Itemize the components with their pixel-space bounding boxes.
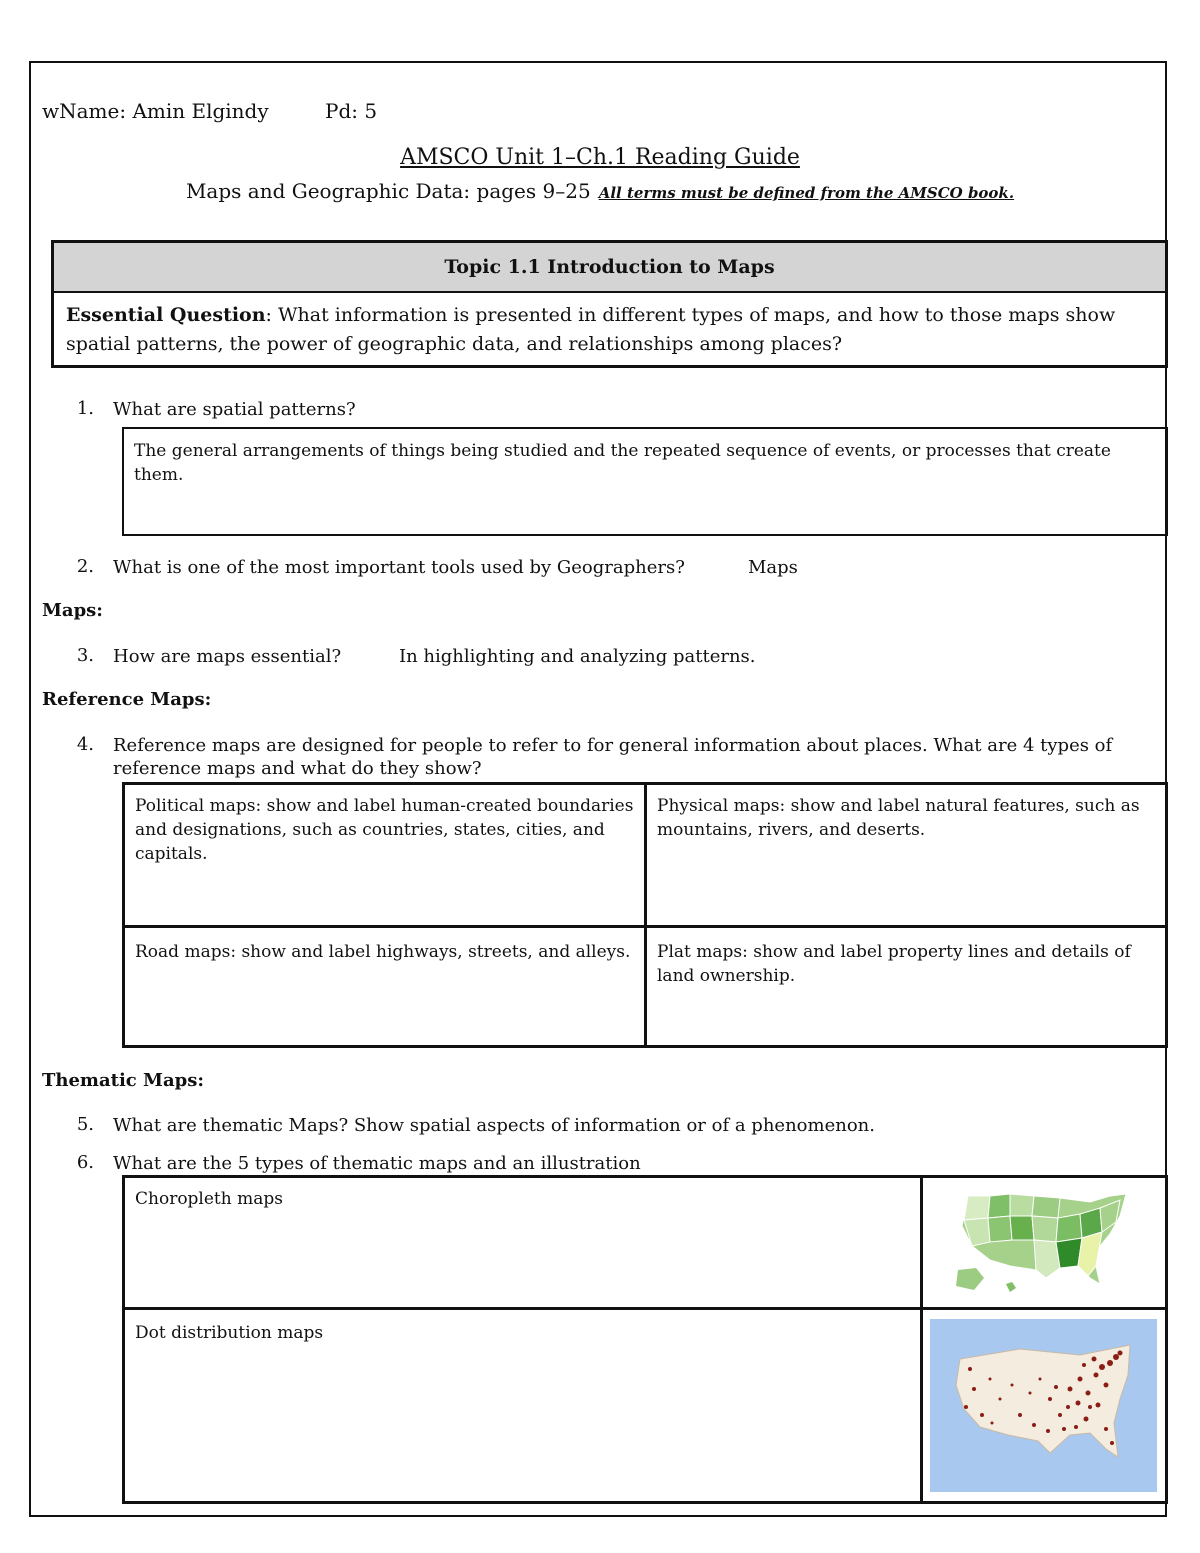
- q1-number: 1.: [76, 398, 94, 419]
- q3-number: 3.: [76, 645, 94, 666]
- ref-cell-road[interactable]: Road maps: show and label highways, streets, and alleys.: [135, 942, 631, 962]
- q2-text: What is one of the most important tools used by Geographers?: [113, 557, 685, 578]
- reference-grid-hdivider: [122, 925, 1168, 928]
- section-thematic-maps: Thematic Maps:: [42, 1070, 204, 1091]
- eq-label: Essential Question: [66, 304, 266, 326]
- q2-number: 2.: [76, 556, 94, 577]
- q2-answer: Maps: [748, 557, 798, 578]
- thematic-grid-vdivider: [920, 1175, 923, 1504]
- section-maps: Maps:: [42, 600, 103, 621]
- q4-text: Reference maps are designed for people to refer to for general information about places. What are 4 types of reference maps and what do they show?: [113, 735, 1113, 779]
- q4-number: 4.: [76, 734, 94, 755]
- ref-cell-physical[interactable]: Physical maps: show and label natural features, such as mountains, rivers, and deserts.: [657, 796, 1140, 840]
- q1-text: What are spatial patterns?: [113, 399, 356, 420]
- topic-box: [51, 240, 1168, 368]
- q3-answer: In highlighting and analyzing patterns.: [399, 646, 756, 667]
- subtitle-text: Maps and Geographic Data: pages 9–25: [185, 179, 591, 203]
- q1-answer-box[interactable]: [122, 427, 1168, 536]
- page-subtitle: [0, 179, 1200, 203]
- q5-number: 5.: [76, 1114, 94, 1135]
- q1-answer: The general arrangements of things being studied and the repeated sequence of events, or processes that create them.: [134, 441, 1111, 485]
- q6-text: What are the 5 types of thematic maps and an illustration: [113, 1153, 641, 1174]
- dot-distribution-map-thumbnail: [930, 1319, 1157, 1492]
- page-title: AMSCO Unit 1–Ch.1 Reading Guide: [400, 145, 800, 170]
- section-reference-maps: Reference Maps:: [42, 689, 212, 710]
- essential-question: [66, 301, 1125, 359]
- q6-number: 6.: [76, 1152, 94, 1173]
- topic-heading: Topic 1.1 Introduction to Maps: [54, 243, 1165, 293]
- thematic-grid-hdivider: [122, 1307, 1168, 1310]
- student-name: wName: Amin Elgindy: [42, 99, 269, 123]
- thematic-cell-choropleth[interactable]: Choropleth maps: [135, 1189, 283, 1209]
- q3-text: How are maps essential?: [113, 646, 342, 667]
- ref-cell-political[interactable]: Political maps: show and label human-created boundaries and designations, such as countries, states, cities, and capitals.: [135, 796, 634, 864]
- thematic-cell-dot-distribution[interactable]: Dot distribution maps: [135, 1323, 324, 1343]
- subtitle-note: All terms must be defined from the AMSCO book.: [598, 184, 1015, 202]
- ref-cell-plat[interactable]: Plat maps: show and label property lines and details of land ownership.: [657, 942, 1131, 986]
- period: Pd: 5: [325, 99, 378, 123]
- choropleth-map-thumbnail: [950, 1186, 1140, 1298]
- eq-text: : What information is presented in different types of maps, and how to those maps show spatial patterns, the power of geographic data, and relationships among places?: [66, 304, 1116, 355]
- q5-text: What are thematic Maps? Show spatial aspects of information or of a phenomenon.: [113, 1115, 875, 1136]
